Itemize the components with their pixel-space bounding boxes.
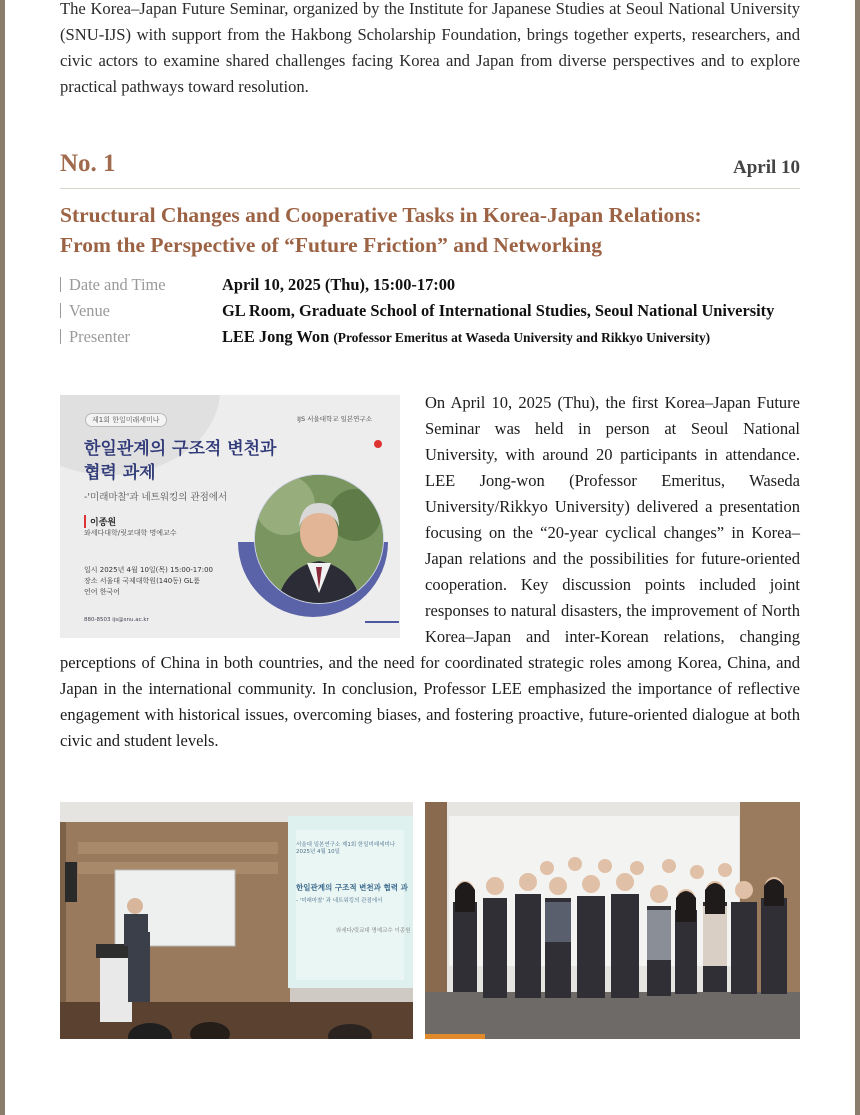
seminar-title-line1: Structural Changes and Cooperative Tasks in Korea-Japan Relations: [60,203,702,227]
seminar-header [60,150,800,189]
lecture-slide [296,842,411,934]
report-section [60,390,800,754]
poster-badge: 제1회 한일미래세미나 [85,413,167,427]
seminar-number: No. 1 [60,150,116,177]
poster-details: 일시 2025년 4월 10일(목) 15:00-17:00 장소 서울대 국제대학원(140동) GL룸 언어 한국어 [84,566,213,596]
report-body: On April 10, 2025 (Thu), the first Korea–Japan Future Seminar was held in person at Seoul National University, with around 20 participants in attendance. LEE Jong-won (Professor Emeritus, Waseda University/Rikkyo University) delivered a presentation focusing on the “20-year cyclical changes” in Korea–Japan relations and the possibilities for future-oriented cooperation. Key discussion points included joint responses to natural disasters, the improvement of North Korea–Japan and inter-Korean relations, changing perceptions of China in both countries, and the need for coordinated strategic roles among Korea, China, and Japan in the international community. In conclusion, Professor LEE emphasized the importance of reflective engagement with historical issues, overcoming biases, and fostering proactive, future-oriented dialogue at both civic and student levels. [60,393,800,750]
slide-subtitle: - '미래마찰' 과 네트워킹의 관점에서 [296,898,383,904]
info-row-venue [60,298,800,324]
info-value: April 10, 2025 (Thu), 15:00-17:00 [222,275,456,294]
seminar-info [60,272,800,350]
lecture-photo [60,802,413,1039]
poster-org-logo: IJS 서울대학교 일본연구소 [297,415,372,423]
info-value: LEE Jong Won (Professor Emeritus at Waseda University and Rikkyo University) [222,327,711,346]
slide-title: 한일관계의 구조적 변천과 협력 과 [296,883,408,892]
slide-speaker: 와세다/릿쿄대 명예교수 이종원 [336,928,411,934]
info-value: GL Room, Graduate School of International Studies, Seoul National University [222,301,775,320]
info-row-presenter [60,324,800,350]
seminar-title [60,200,800,260]
poster-contact: 880-8503 ijs@snu.ac.kr [84,617,149,623]
poster-title: 한일관계의 구조적 변천과 협력 과제 [84,439,277,483]
speaker-portrait [254,474,384,604]
info-label: Presenter [60,324,130,350]
poster-speaker: 이종원 [84,515,116,528]
poster-subtitle: -'미래마찰'과 네트워킹의 관점에서 [84,492,228,503]
info-row-date [60,272,800,298]
intro-paragraph: The Korea–Japan Future Seminar, organized by the Institute for Japanese Studies at Seoul National University (SNU-IJS) with support from the Hakbong Scholarship Foundation, brings together experts, researchers, and civic actors to examine shared challenges facing Korea and Japan from diverse perspectives and to explore practical pathways toward resolution. [60,0,800,96]
seminar-date: April 10 [732,157,800,178]
group-photo [425,802,800,1039]
poster-affiliation: 와세다대학/릿쿄대학 명예교수 [84,529,177,537]
slide-header: 서울대 일본연구소 제1회 한일미래세미나 2025년 4월 10일 [296,842,396,855]
info-label: Date and Time [60,272,166,298]
seminar-poster-image [60,395,400,638]
seminar-title-line2: From the Perspective of “Future Friction” and Networking [60,233,602,257]
presenter-affiliation: (Professor Emeritus at Waseda University and Rikkyo University) [333,330,711,345]
info-label: Venue [60,298,110,324]
page [5,0,855,1115]
